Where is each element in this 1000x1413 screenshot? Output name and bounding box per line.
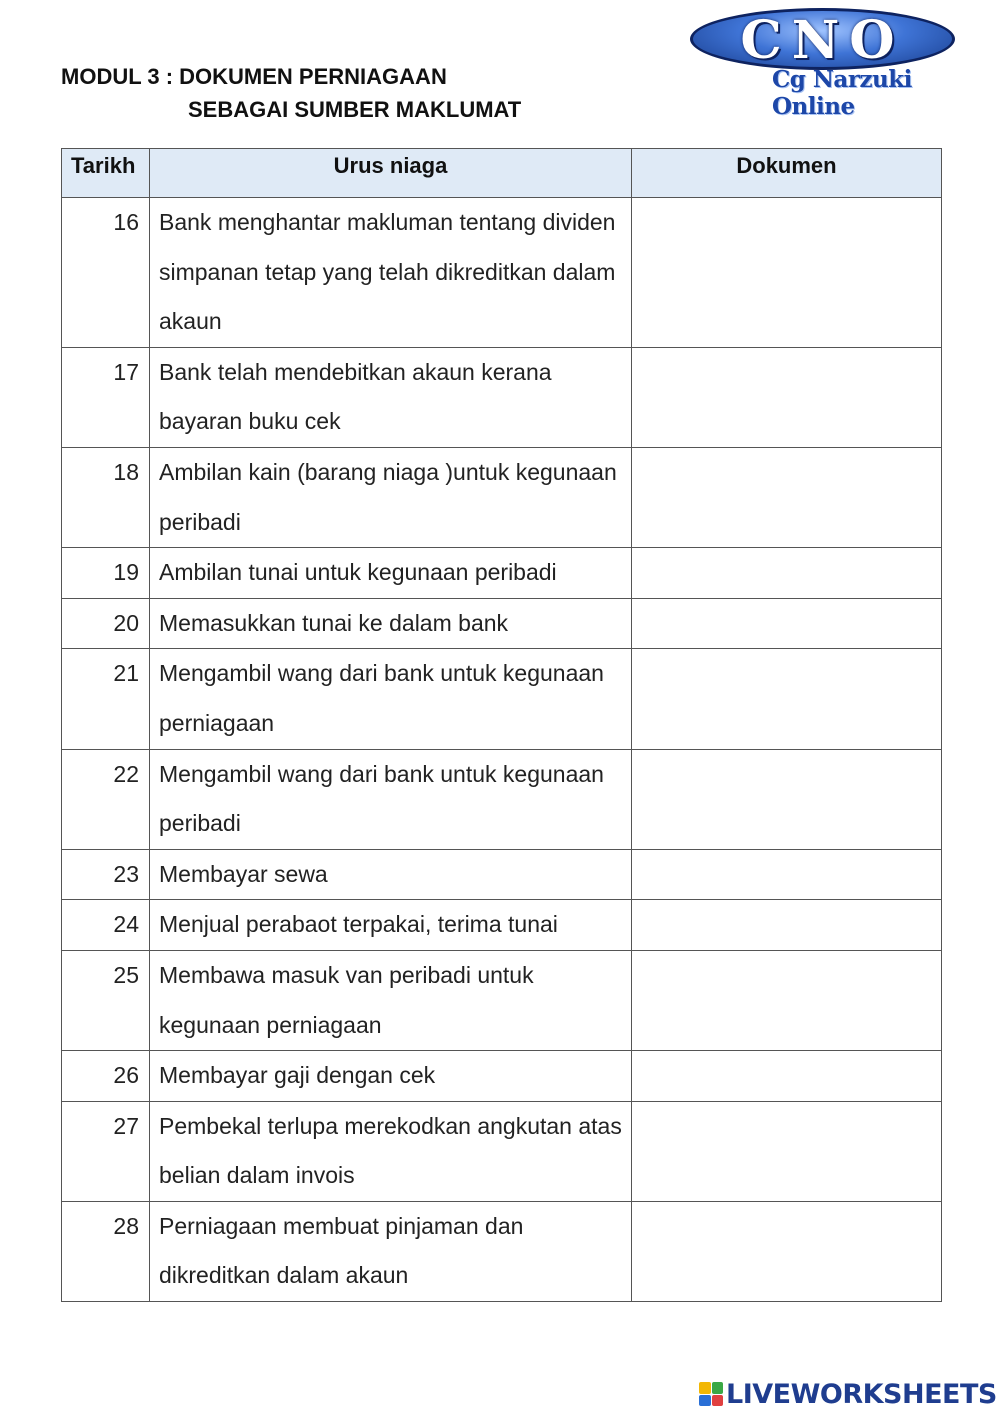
row-transaction: Ambilan kain (barang niaga )untuk kegunaan peribadi	[150, 447, 632, 547]
row-document-answer[interactable]	[632, 598, 942, 649]
row-transaction: Mengambil wang dari bank untuk kegunaan perniagaan	[150, 649, 632, 749]
table-row	[62, 198, 942, 348]
table-row	[62, 950, 942, 1050]
row-document-answer[interactable]	[632, 900, 942, 951]
table-row	[62, 900, 942, 951]
row-transaction: Ambilan tunai untuk kegunaan peribadi	[150, 548, 632, 599]
row-document-answer[interactable]	[632, 950, 942, 1050]
row-date: 28	[62, 1201, 150, 1301]
table-row	[62, 749, 942, 849]
table-row	[62, 447, 942, 547]
row-date: 23	[62, 849, 150, 900]
row-transaction: Pembekal terlupa merekodkan angkutan atas belian dalam invois	[150, 1101, 632, 1201]
row-document-answer[interactable]	[632, 347, 942, 447]
table-row	[62, 1101, 942, 1201]
table-row	[62, 849, 942, 900]
row-transaction: Memasukkan tunai ke dalam bank	[150, 598, 632, 649]
row-date: 26	[62, 1051, 150, 1102]
row-document-answer[interactable]	[632, 749, 942, 849]
header-tarikh: Tarikh	[62, 149, 150, 198]
row-date: 19	[62, 548, 150, 599]
row-document-answer[interactable]	[632, 548, 942, 599]
table-row	[62, 649, 942, 749]
liveworksheets-text: LIVEWORKSHEETS	[726, 1378, 997, 1410]
row-date: 20	[62, 598, 150, 649]
row-date: 18	[62, 447, 150, 547]
header-dokumen: Dokumen	[632, 149, 942, 198]
row-document-answer[interactable]	[632, 198, 942, 348]
row-date: 22	[62, 749, 150, 849]
row-transaction: Menjual perabaot terpakai, terima tunai	[150, 900, 632, 951]
row-document-answer[interactable]	[632, 1051, 942, 1102]
row-transaction: Membawa masuk van peribadi untuk kegunaan perniagaan	[150, 950, 632, 1050]
row-document-answer[interactable]	[632, 447, 942, 547]
logo-main-text: CNO	[690, 8, 955, 70]
row-date: 21	[62, 649, 150, 749]
table-row	[62, 598, 942, 649]
row-transaction: Mengambil wang dari bank untuk kegunaan peribadi	[150, 749, 632, 849]
table-row	[62, 1051, 942, 1102]
row-document-answer[interactable]	[632, 1201, 942, 1301]
row-document-answer[interactable]	[632, 849, 942, 900]
row-transaction: Membayar gaji dengan cek	[150, 1051, 632, 1102]
row-transaction: Membayar sewa	[150, 849, 632, 900]
transactions-table	[61, 148, 942, 1302]
liveworksheets-brand	[699, 1376, 997, 1412]
table-row	[62, 1201, 942, 1301]
header-urus-niaga: Urus niaga	[150, 149, 632, 198]
page-title	[61, 60, 521, 126]
row-document-answer[interactable]	[632, 649, 942, 749]
row-date: 16	[62, 198, 150, 348]
row-date: 27	[62, 1101, 150, 1201]
table-row	[62, 347, 942, 447]
row-transaction: Bank menghantar makluman tentang dividen simpanan tetap yang telah dikreditkan dalam akaun	[150, 198, 632, 348]
logo-sub-text: Cg Narzuki Online	[772, 66, 912, 120]
table-header-row	[62, 149, 942, 198]
title-line-2: SEBAGAI SUMBER MAKLUMAT	[188, 97, 522, 122]
row-date: 25	[62, 950, 150, 1050]
table-row	[62, 548, 942, 599]
row-date: 24	[62, 900, 150, 951]
title-line-1: MODUL 3 : DOKUMEN PERNIAGAAN	[61, 64, 447, 89]
row-document-answer[interactable]	[632, 1101, 942, 1201]
row-transaction: Bank telah mendebitkan akaun kerana bayaran buku cek	[150, 347, 632, 447]
row-transaction: Perniagaan membuat pinjaman dan dikreditkan dalam akaun	[150, 1201, 632, 1301]
liveworksheets-icon	[699, 1382, 723, 1406]
cno-logo	[690, 8, 960, 120]
row-date: 17	[62, 347, 150, 447]
